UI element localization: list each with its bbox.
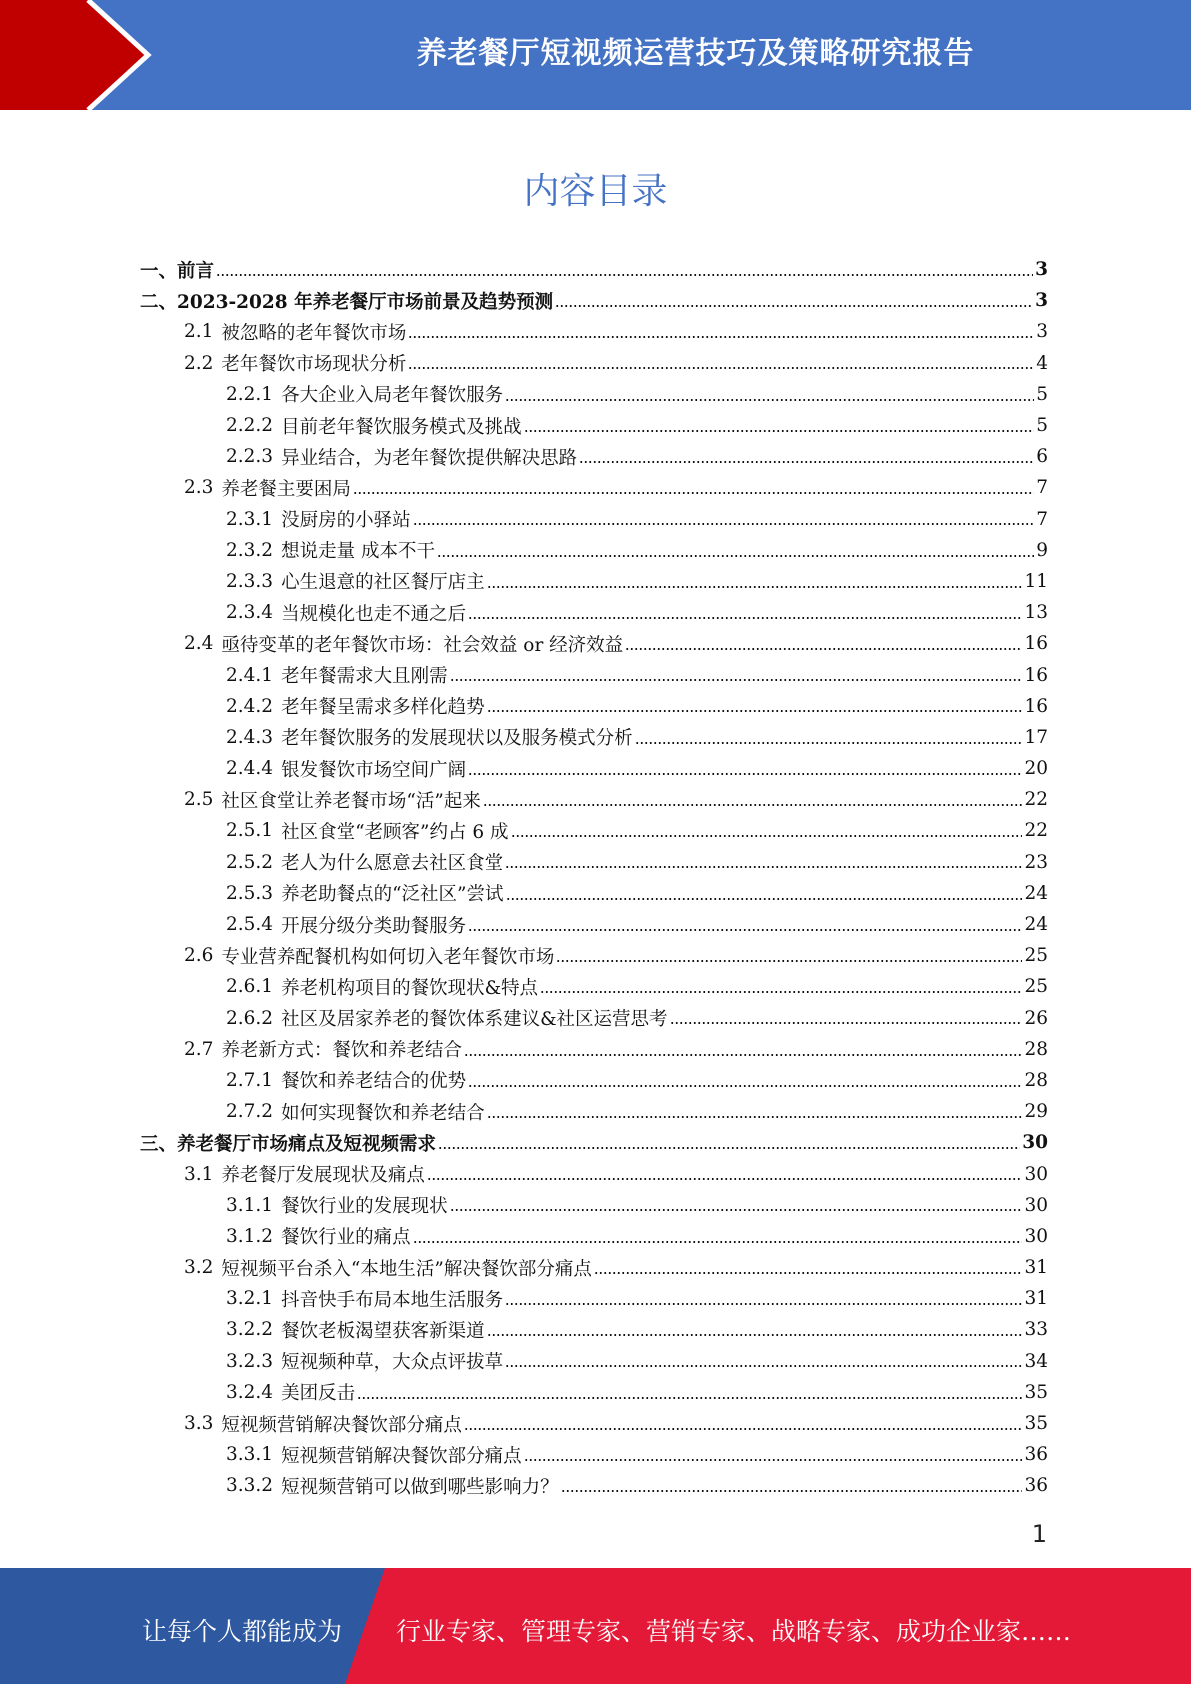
toc-entry-number: 2.6.2 — [226, 1007, 274, 1029]
toc-dot-leader — [540, 976, 1022, 995]
toc-entry-title: 短视频营销解决餐饮部分痛点 — [281, 1445, 522, 1467]
toc-entry-title: 短视频平台杀入“本地生活”解决餐饮部分痛点 — [221, 1258, 592, 1280]
toc-entry-page: 11 — [1024, 570, 1048, 592]
toc-entry-title: 餐饮行业的发展现状 — [281, 1196, 448, 1218]
toc-entry[interactable] — [140, 1003, 1048, 1034]
toc-dot-leader — [464, 1038, 1023, 1057]
toc-entry-page: 31 — [1024, 1288, 1048, 1310]
toc-entry-page: 7 — [1036, 508, 1048, 530]
toc-dot-leader — [450, 664, 1023, 683]
toc-entry[interactable] — [140, 784, 1048, 815]
toc-dot-leader — [556, 944, 1022, 963]
toc-entry-number: 2.3.1 — [226, 508, 274, 530]
toc-dot-leader — [524, 1443, 1023, 1462]
toc-entry[interactable] — [140, 847, 1048, 878]
toc-entry-title: 养老新方式：餐饮和养老结合 — [221, 1040, 462, 1062]
toc-entry-title: 养老餐主要困局 — [221, 478, 351, 500]
toc-entry-title: 目前老年餐饮服务模式及挑战 — [281, 416, 522, 438]
toc-dot-leader — [506, 882, 1023, 901]
toc-dot-leader — [505, 1350, 1022, 1369]
toc-dot-leader — [483, 789, 1023, 808]
toc-entry[interactable] — [140, 1127, 1048, 1158]
report-title: 养老餐厅短视频运营技巧及策略研究报告 — [416, 36, 975, 71]
toc-entry-title: 餐饮老板渴望获客新渠道 — [281, 1320, 485, 1342]
toc-entry[interactable] — [140, 597, 1048, 628]
toc-entry-title: 心生退意的社区餐厅店主 — [281, 572, 485, 594]
toc-entry-number: 2.6.1 — [226, 976, 274, 998]
toc-entry[interactable] — [140, 504, 1048, 535]
toc-entry[interactable] — [140, 878, 1048, 909]
toc-dot-leader — [625, 633, 1022, 652]
toc-entry-title: 被忽略的老年餐饮市场 — [221, 322, 407, 344]
page-footer — [0, 1568, 1191, 1684]
toc-dot-leader — [468, 913, 1022, 932]
toc-dot-leader — [487, 1319, 1023, 1338]
toc-dot-leader — [408, 352, 1034, 371]
toc-dot-leader — [468, 1069, 1022, 1088]
toc-entry-page: 34 — [1024, 1350, 1048, 1372]
toc-entry-page: 16 — [1024, 695, 1048, 717]
toc-entry-number: 3.3 — [184, 1413, 214, 1435]
toc-entry-number: 2.3.2 — [226, 539, 274, 561]
toc-entry-page: 22 — [1024, 820, 1048, 842]
toc-dot-leader — [468, 601, 1022, 620]
toc-dot-leader — [524, 414, 1035, 433]
toc-entry-page: 22 — [1024, 789, 1048, 811]
toc-entry[interactable] — [140, 1377, 1048, 1408]
toc-dot-leader — [505, 1288, 1022, 1307]
toc-entry-page: 16 — [1024, 664, 1048, 686]
toc-entry-number: 3.1.1 — [226, 1194, 274, 1216]
toc-entry[interactable] — [140, 472, 1048, 503]
toc-entry-number: 2.4.2 — [226, 695, 274, 717]
toc-entry[interactable] — [140, 1221, 1048, 1252]
toc-entry-title: 如何实现餐饮和养老结合 — [281, 1102, 485, 1124]
toc-entry-number: 3.2.4 — [226, 1381, 274, 1403]
toc-entry[interactable] — [140, 909, 1048, 940]
table-of-contents — [140, 254, 1048, 1502]
toc-dot-leader — [357, 1381, 1022, 1400]
toc-entry-number: 3.2.1 — [226, 1288, 274, 1310]
toc-dot-leader — [464, 1412, 1023, 1431]
toc-dot-leader — [579, 445, 1034, 464]
toc-dot-leader — [353, 477, 1034, 496]
toc-entry-page: 5 — [1036, 415, 1048, 437]
toc-entry-number: 2.3.3 — [226, 570, 274, 592]
toc-entry[interactable] — [140, 348, 1048, 379]
toc-entry-page: 20 — [1024, 758, 1048, 780]
toc-entry-number: 2.2 — [184, 352, 214, 374]
toc-entry-title: 专业营养配餐机构如何切入老年餐饮市场 — [221, 946, 555, 968]
toc-entry[interactable] — [140, 254, 1048, 285]
toc-entry-page: 3 — [1035, 290, 1048, 312]
toc-entry-title: 养老助餐点的“泛社区”尝试 — [281, 884, 504, 906]
toc-entry-title: 美团反击 — [281, 1383, 356, 1405]
toc-entry-page: 24 — [1024, 914, 1048, 936]
toc-entry-number: 2.4.1 — [226, 664, 274, 686]
toc-entry[interactable] — [140, 1034, 1048, 1065]
toc-entry-title: 老年餐饮市场现状分析 — [221, 354, 407, 376]
toc-entry[interactable] — [140, 1096, 1048, 1127]
toc-dot-leader — [594, 1256, 1023, 1275]
footer-slogan-right: 行业专家、管理专家、营销专家、战略专家、成功企业家…… — [396, 1617, 1072, 1646]
toc-entry-title: 短视频营销解决餐饮部分痛点 — [221, 1414, 462, 1436]
toc-entry-title: 养老机构项目的餐饮现状&特点 — [281, 977, 539, 999]
toc-entry[interactable] — [140, 753, 1048, 784]
toc-entry-page: 28 — [1024, 1069, 1048, 1091]
toc-entry-title: 没厨房的小驿站 — [281, 510, 411, 532]
toc-entry[interactable] — [140, 940, 1048, 971]
toc-entry[interactable] — [140, 1190, 1048, 1221]
toc-entry-page: 13 — [1024, 602, 1048, 624]
toc-entry-number: 2.5.1 — [226, 820, 274, 842]
toc-entry-number: 2.5.3 — [226, 882, 274, 904]
toc-entry-number: 3.2 — [184, 1257, 214, 1279]
toc-entry-title: 二、2023-2028 年养老餐厅市场前景及趋势预测 — [140, 291, 554, 313]
toc-entry-title: 老人为什么愿意去社区食堂 — [281, 853, 504, 875]
toc-entry-page: 30 — [1024, 1194, 1048, 1216]
toc-entry-page: 6 — [1036, 446, 1048, 468]
toc-entry-number: 3.3.2 — [226, 1475, 274, 1497]
toc-entry-title: 短视频营销可以做到哪些影响力？ — [281, 1476, 559, 1498]
toc-entry-title: 社区食堂让养老餐市场“活”起来 — [221, 790, 481, 812]
toc-entry-page: 25 — [1024, 945, 1048, 967]
toc-entry[interactable] — [140, 1439, 1048, 1470]
footer-slogan-left: 让每个人都能成为 — [142, 1617, 343, 1646]
toc-entry-number: 2.3 — [184, 477, 214, 499]
toc-entry[interactable] — [140, 659, 1048, 690]
toc-entry-number: 3.1.2 — [226, 1225, 274, 1247]
toc-entry-number: 2.5 — [184, 789, 214, 811]
page-header — [0, 0, 1191, 110]
toc-entry-page: 35 — [1024, 1381, 1048, 1403]
toc-entry-number: 2.5.2 — [226, 851, 274, 873]
toc-dot-leader — [487, 1100, 1023, 1119]
toc-entry-page: 36 — [1024, 1475, 1048, 1497]
toc-entry-title: 抖音快手布局本地生活服务 — [281, 1289, 504, 1311]
toc-entry[interactable] — [140, 1346, 1048, 1377]
toc-entry[interactable] — [140, 1314, 1048, 1345]
toc-entry-number: 3.3.1 — [226, 1444, 274, 1466]
toc-entry-title: 开展分级分类助餐服务 — [281, 915, 467, 937]
toc-entry-number: 2.3.4 — [226, 602, 274, 624]
toc-entry-number: 2.7.2 — [226, 1101, 274, 1123]
toc-entry-page: 16 — [1024, 633, 1048, 655]
toc-entry[interactable] — [140, 285, 1048, 316]
toc-entry[interactable] — [140, 535, 1048, 566]
toc-dot-leader — [216, 258, 1033, 277]
toc-entry-page: 9 — [1036, 539, 1048, 561]
toc-entry-page: 25 — [1024, 976, 1048, 998]
toc-dot-leader — [511, 820, 1023, 839]
toc-entry[interactable] — [140, 1408, 1048, 1439]
toc-entry-page: 7 — [1036, 477, 1048, 499]
toc-dot-leader — [438, 1132, 1020, 1151]
toc-entry-title: 老年餐需求大且刚需 — [281, 666, 448, 688]
toc-entry-page: 3 — [1035, 259, 1048, 281]
toc-dot-leader — [450, 1194, 1023, 1213]
toc-entry[interactable] — [140, 1252, 1048, 1283]
toc-entry-page: 30 — [1022, 1132, 1048, 1154]
toc-entry-page: 36 — [1024, 1444, 1048, 1466]
toc-entry[interactable] — [140, 410, 1048, 441]
toc-entry-page: 28 — [1024, 1038, 1048, 1060]
toc-entry-title: 社区及居家养老的餐饮体系建议&社区运营思考 — [281, 1009, 668, 1031]
toc-entry-title: 各大企业入局老年餐饮服务 — [281, 385, 504, 407]
page-number: 1 — [1031, 1520, 1047, 1548]
toc-entry-title: 银发餐饮市场空间广阔 — [281, 759, 467, 781]
toc-entry-title: 养老餐厅发展现状及痛点 — [221, 1165, 425, 1187]
toc-entry[interactable] — [140, 628, 1048, 659]
toc-entry-number: 2.4 — [184, 633, 214, 655]
toc-entry-page: 24 — [1024, 882, 1048, 904]
toc-entry-page: 26 — [1024, 1007, 1048, 1029]
toc-entry-number: 2.4.3 — [226, 726, 274, 748]
toc-entry-title: 老年餐饮服务的发展现状以及服务模式分析 — [281, 728, 633, 750]
toc-entry-page: 33 — [1024, 1319, 1048, 1341]
toc-dot-leader — [427, 1163, 1023, 1182]
toc-entry-page: 23 — [1024, 851, 1048, 873]
toc-entry-title: 三、养老餐厅市场痛点及短视频需求 — [140, 1133, 437, 1155]
toc-entry-page: 31 — [1024, 1257, 1048, 1279]
toc-dot-leader — [487, 570, 1023, 589]
toc-dot-leader — [413, 1225, 1023, 1244]
toc-entry-page: 35 — [1024, 1413, 1048, 1435]
toc-entry-title: 老年餐呈需求多样化趋势 — [281, 697, 485, 719]
toc-entry-number: 2.2.3 — [226, 446, 274, 468]
toc-entry[interactable] — [140, 379, 1048, 410]
toc-entry[interactable] — [140, 1470, 1048, 1501]
toc-dot-leader — [487, 695, 1023, 714]
toc-dot-leader — [505, 383, 1034, 402]
toc-entry-title: 亟待变革的老年餐饮市场：社会效益 or 经济效益 — [221, 634, 624, 656]
toc-entry-number: 2.4.4 — [226, 758, 274, 780]
toc-entry[interactable] — [140, 1158, 1048, 1189]
toc-entry[interactable] — [140, 691, 1048, 722]
toc-entry-number: 2.6 — [184, 945, 214, 967]
toc-entry-number: 2.7 — [184, 1038, 214, 1060]
toc-entry-title: 短视频种草，大众点评拔草 — [281, 1352, 504, 1374]
toc-entry-title: 当规模化也走不通之后 — [281, 603, 467, 625]
toc-entry-page: 30 — [1024, 1163, 1048, 1185]
toc-entry[interactable] — [140, 441, 1048, 472]
toc-entry[interactable] — [140, 815, 1048, 846]
toc-dot-leader — [505, 851, 1022, 870]
toc-dot-leader — [561, 1475, 1023, 1494]
toc-entry-number: 2.2.2 — [226, 415, 274, 437]
toc-entry-number: 2.7.1 — [226, 1069, 274, 1091]
toc-entry[interactable] — [140, 1283, 1048, 1314]
toc-entry-page: 5 — [1036, 383, 1048, 405]
toc-dot-leader — [670, 1007, 1023, 1026]
toc-entry-title: 餐饮和养老结合的优势 — [281, 1071, 467, 1093]
toc-entry-page: 4 — [1036, 352, 1048, 374]
toc-entry-title: 餐饮行业的痛点 — [281, 1227, 411, 1249]
toc-entry-number: 2.2.1 — [226, 383, 274, 405]
toc-entry-page: 3 — [1036, 321, 1048, 343]
toc-entry-title: 社区食堂“老顾客”约占 6 成 — [281, 821, 509, 843]
toc-entry[interactable] — [140, 971, 1048, 1002]
toc-entry-title: 异业结合，为老年餐饮提供解决思路 — [281, 447, 578, 469]
toc-dot-leader — [437, 539, 1034, 558]
toc-dot-leader — [413, 508, 1035, 527]
toc-dot-leader — [408, 321, 1034, 340]
toc-entry-number: 3.2.3 — [226, 1350, 274, 1372]
toc-heading: 内容目录 — [523, 171, 668, 212]
toc-entry-title: 想说走量 成本不干 — [281, 541, 435, 563]
toc-entry-page: 29 — [1024, 1101, 1048, 1123]
toc-dot-leader — [555, 290, 1033, 309]
toc-entry[interactable] — [140, 566, 1048, 597]
toc-entry-number: 3.1 — [184, 1163, 214, 1185]
toc-dot-leader — [468, 757, 1022, 776]
toc-dot-leader — [635, 726, 1023, 745]
toc-entry-title: 一、前言 — [140, 260, 215, 282]
toc-entry-number: 2.1 — [184, 321, 214, 343]
toc-entry[interactable] — [140, 722, 1048, 753]
toc-entry-page: 30 — [1024, 1225, 1048, 1247]
toc-entry-page: 17 — [1024, 726, 1048, 748]
toc-entry-number: 2.5.4 — [226, 914, 274, 936]
toc-entry[interactable] — [140, 316, 1048, 347]
toc-entry-number: 3.2.2 — [226, 1319, 274, 1341]
toc-entry[interactable] — [140, 1065, 1048, 1096]
